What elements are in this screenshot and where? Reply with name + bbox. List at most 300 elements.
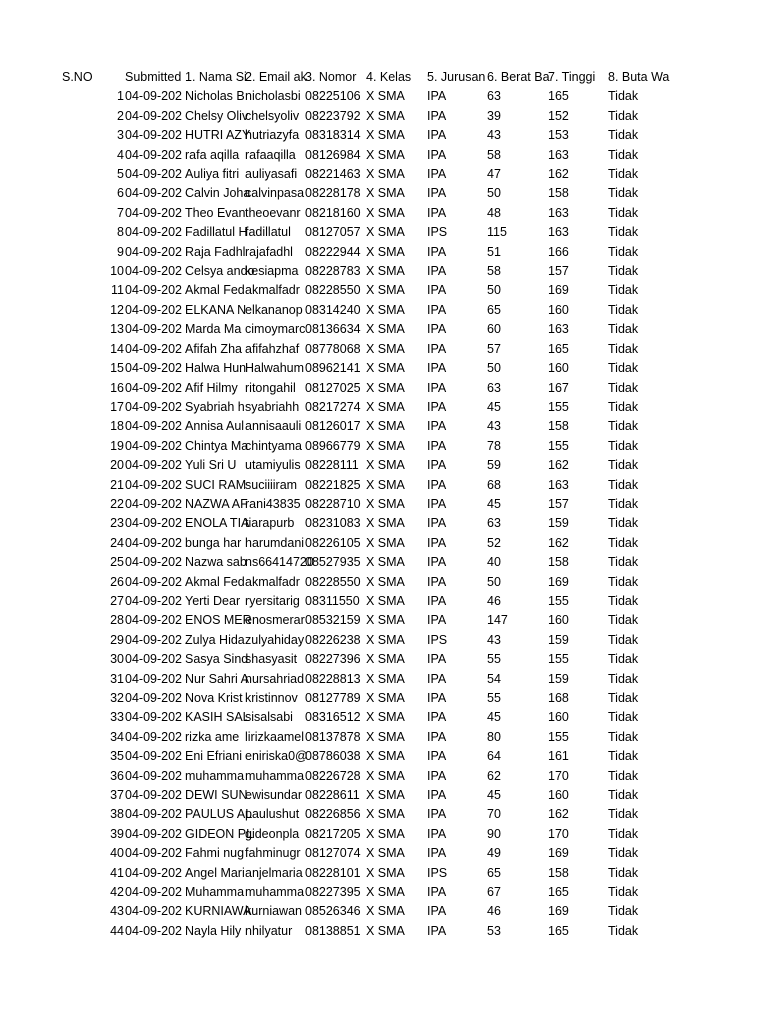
cell-buta[interactable]: Tidak: [608, 885, 639, 900]
cell-email[interactable]: ewisundar: [245, 788, 302, 803]
cell-buta[interactable]: Tidak: [608, 205, 639, 220]
cell-email[interactable]: chelsyoliv: [245, 108, 300, 123]
cell-nomor[interactable]: 08228611: [305, 788, 360, 803]
cell-jurusan[interactable]: IPA: [427, 768, 447, 783]
cell-buta[interactable]: Tidak: [608, 652, 639, 667]
cell-email[interactable]: gideonpla: [245, 826, 300, 841]
cell-berat[interactable]: 58: [487, 264, 501, 279]
cell-nama[interactable]: muhamma: [185, 768, 245, 783]
cell-jurusan[interactable]: IPA: [427, 458, 447, 473]
cell-email[interactable]: akmalfadr: [245, 283, 300, 298]
cell-nomor[interactable]: 08228550: [305, 574, 361, 589]
cell-submitted[interactable]: 04-09-202: [125, 322, 182, 337]
cell-nama[interactable]: Chintya Ma: [185, 438, 249, 453]
header-berat[interactable]: 6. Berat Ba: [487, 70, 550, 84]
cell-nama[interactable]: SUCI RAM: [185, 477, 247, 492]
cell-submitted[interactable]: 04-09-202: [125, 128, 182, 143]
cell-nomor[interactable]: 08126017: [305, 419, 361, 434]
cell-nama[interactable]: bunga har: [185, 535, 242, 550]
cell-berat[interactable]: 45: [487, 788, 501, 803]
cell-kelas[interactable]: X SMA: [366, 671, 405, 686]
cell-sno[interactable]: 18: [110, 419, 124, 434]
cell-sno[interactable]: 12: [110, 302, 124, 317]
cell-email[interactable]: rafaaqilla: [245, 147, 296, 162]
cell-nomor[interactable]: 08223792: [305, 108, 361, 123]
cell-sno[interactable]: 14: [110, 341, 124, 356]
cell-jurusan[interactable]: IPA: [427, 380, 447, 395]
cell-submitted[interactable]: 04-09-202: [125, 341, 182, 356]
cell-tinggi[interactable]: 157: [548, 496, 569, 511]
cell-sno[interactable]: 20: [110, 458, 124, 473]
cell-kelas[interactable]: X SMA: [366, 302, 405, 317]
cell-tinggi[interactable]: 161: [548, 749, 569, 764]
cell-tinggi[interactable]: 169: [548, 904, 569, 919]
cell-jurusan[interactable]: IPA: [427, 438, 447, 453]
cell-submitted[interactable]: 04-09-202: [125, 574, 182, 589]
cell-nama[interactable]: Muhamma: [185, 885, 245, 900]
cell-tinggi[interactable]: 162: [548, 535, 569, 550]
cell-nama[interactable]: Calvin Joha: [185, 186, 251, 201]
cell-submitted[interactable]: 04-09-202: [125, 108, 182, 123]
cell-kelas[interactable]: X SMA: [366, 555, 405, 570]
cell-tinggi[interactable]: 159: [548, 516, 569, 531]
cell-email[interactable]: calvinpasa: [245, 186, 305, 201]
cell-email[interactable]: shasyasit: [245, 652, 298, 667]
cell-tinggi[interactable]: 168: [548, 691, 569, 705]
cell-tinggi[interactable]: 163: [548, 225, 569, 240]
cell-buta[interactable]: Tidak: [608, 419, 639, 434]
cell-nama[interactable]: Afif Hilmy: [185, 380, 238, 395]
cell-nama[interactable]: Nicholas B: [185, 89, 245, 104]
cell-nama[interactable]: KASIH SAL: [185, 710, 250, 725]
cell-email[interactable]: muhamma: [245, 768, 305, 783]
cell-email[interactable]: afifahzhaf: [245, 341, 300, 356]
cell-tinggi[interactable]: 155: [548, 593, 569, 608]
cell-submitted[interactable]: 04-09-202: [125, 225, 182, 240]
cell-tinggi[interactable]: 152: [548, 108, 569, 123]
cell-berat[interactable]: 63: [487, 380, 501, 395]
header-email[interactable]: 2. Email ak: [245, 70, 307, 84]
cell-jurusan[interactable]: IPA: [427, 477, 447, 492]
cell-buta[interactable]: Tidak: [608, 399, 639, 414]
cell-jurusan[interactable]: IPA: [427, 302, 447, 317]
cell-kelas[interactable]: X SMA: [366, 225, 405, 240]
cell-sno[interactable]: 6: [117, 186, 124, 201]
cell-berat[interactable]: 60: [487, 322, 501, 337]
cell-nomor[interactable]: 08786038: [305, 749, 361, 764]
cell-jurusan[interactable]: IPA: [427, 167, 447, 182]
cell-kelas[interactable]: X SMA: [366, 885, 405, 900]
cell-nama[interactable]: Nova Krist: [185, 691, 243, 705]
cell-submitted[interactable]: 04-09-202: [125, 632, 182, 647]
cell-berat[interactable]: 43: [487, 632, 501, 647]
cell-buta[interactable]: Tidak: [608, 807, 639, 822]
cell-tinggi[interactable]: 167: [548, 380, 569, 395]
cell-nomor[interactable]: 08231083: [305, 516, 361, 531]
cell-email[interactable]: sisalsabi: [245, 710, 293, 725]
cell-kelas[interactable]: X SMA: [366, 244, 405, 259]
cell-sno[interactable]: 43: [110, 904, 124, 919]
cell-jurusan[interactable]: IPA: [427, 205, 447, 220]
cell-jurusan[interactable]: IPS: [427, 632, 448, 647]
cell-nomor[interactable]: 08138851: [305, 923, 361, 938]
cell-tinggi[interactable]: 162: [548, 458, 569, 473]
cell-submitted[interactable]: 04-09-202: [125, 788, 182, 803]
cell-kelas[interactable]: X SMA: [366, 341, 405, 356]
cell-nama[interactable]: Fahmi nug: [185, 846, 245, 861]
cell-email[interactable]: nhilyatur: [245, 923, 293, 938]
cell-kelas[interactable]: X SMA: [366, 380, 405, 395]
cell-tinggi[interactable]: 158: [548, 555, 569, 570]
cell-jurusan[interactable]: IPS: [427, 225, 448, 240]
cell-submitted[interactable]: 04-09-202: [125, 768, 182, 783]
cell-nama[interactable]: Chelsy Oliv: [185, 108, 249, 123]
cell-nomor[interactable]: 08217274: [305, 399, 361, 414]
cell-buta[interactable]: Tidak: [608, 749, 639, 764]
cell-buta[interactable]: Tidak: [608, 574, 639, 589]
cell-sno[interactable]: 11: [111, 283, 124, 298]
cell-submitted[interactable]: 04-09-202: [125, 691, 182, 705]
cell-kelas[interactable]: X SMA: [366, 419, 405, 434]
cell-berat[interactable]: 65: [487, 865, 501, 880]
cell-jurusan[interactable]: IPA: [427, 496, 447, 511]
cell-submitted[interactable]: 04-09-202: [125, 205, 182, 220]
cell-jurusan[interactable]: IPA: [427, 749, 447, 764]
cell-sno[interactable]: 34: [110, 729, 124, 744]
cell-sno[interactable]: 22: [110, 496, 124, 511]
cell-berat[interactable]: 48: [487, 205, 501, 220]
cell-nomor[interactable]: 08226728: [305, 768, 361, 783]
cell-nomor[interactable]: 08218160: [305, 205, 361, 220]
cell-nomor[interactable]: 08966779: [305, 438, 361, 453]
cell-buta[interactable]: Tidak: [608, 380, 639, 395]
cell-tinggi[interactable]: 155: [548, 399, 569, 414]
cell-berat[interactable]: 115: [487, 225, 507, 240]
cell-nama[interactable]: DEWI SUN: [185, 788, 248, 803]
cell-nama[interactable]: Nur Sahri A: [185, 671, 249, 686]
cell-nomor[interactable]: 08222944: [305, 244, 361, 259]
cell-sno[interactable]: 28: [110, 613, 124, 628]
cell-kelas[interactable]: X SMA: [366, 322, 405, 337]
cell-kelas[interactable]: X SMA: [366, 729, 405, 744]
cell-sno[interactable]: 36: [110, 768, 124, 783]
cell-kelas[interactable]: X SMA: [366, 535, 405, 550]
cell-tinggi[interactable]: 165: [548, 885, 569, 900]
cell-berat[interactable]: 45: [487, 710, 501, 725]
cell-nama[interactable]: Fadillatul H: [185, 225, 248, 240]
cell-buta[interactable]: Tidak: [608, 225, 639, 240]
cell-sno[interactable]: 21: [110, 477, 124, 492]
cell-berat[interactable]: 68: [487, 477, 501, 492]
cell-tinggi[interactable]: 162: [548, 807, 569, 822]
cell-sno[interactable]: 17: [110, 399, 124, 414]
cell-buta[interactable]: Tidak: [608, 535, 639, 550]
cell-nomor[interactable]: 08527935: [305, 555, 361, 570]
cell-jurusan[interactable]: IPA: [427, 904, 447, 919]
cell-jurusan[interactable]: IPA: [427, 108, 447, 123]
cell-berat[interactable]: 90: [487, 826, 501, 841]
cell-nomor[interactable]: 08228550: [305, 283, 361, 298]
cell-nomor[interactable]: 08226856: [305, 807, 361, 822]
cell-berat[interactable]: 39: [487, 108, 501, 123]
cell-berat[interactable]: 50: [487, 361, 501, 376]
cell-submitted[interactable]: 04-09-202: [125, 477, 182, 492]
cell-sno[interactable]: 27: [110, 593, 124, 608]
cell-buta[interactable]: Tidak: [608, 671, 639, 686]
cell-nama[interactable]: Celsya ando: [185, 264, 255, 279]
cell-sno[interactable]: 19: [110, 438, 124, 453]
cell-email[interactable]: lirizkaamel: [245, 729, 305, 744]
cell-nama[interactable]: Zulya Hida: [185, 632, 245, 647]
cell-email[interactable]: elkananop: [245, 302, 303, 317]
cell-jurusan[interactable]: IPS: [427, 865, 448, 880]
cell-nomor[interactable]: 08225106: [305, 89, 361, 104]
cell-submitted[interactable]: 04-09-202: [125, 361, 182, 376]
cell-submitted[interactable]: 04-09-202: [125, 593, 182, 608]
cell-buta[interactable]: Tidak: [608, 768, 639, 783]
cell-buta[interactable]: Tidak: [608, 846, 639, 861]
cell-tinggi[interactable]: 163: [548, 205, 569, 220]
cell-sno[interactable]: 13: [110, 322, 124, 337]
cell-sno[interactable]: 25: [110, 555, 124, 570]
cell-sno[interactable]: 10: [110, 264, 124, 279]
cell-sno[interactable]: 44: [110, 923, 124, 938]
cell-tinggi[interactable]: 163: [548, 147, 569, 162]
cell-submitted[interactable]: 04-09-202: [125, 826, 182, 841]
cell-sno[interactable]: 4: [117, 147, 124, 162]
cell-berat[interactable]: 46: [487, 593, 501, 608]
cell-submitted[interactable]: 04-09-202: [125, 147, 182, 162]
cell-submitted[interactable]: 04-09-202: [125, 535, 182, 550]
cell-tinggi[interactable]: 159: [548, 632, 569, 647]
cell-sno[interactable]: 15: [110, 361, 124, 376]
cell-submitted[interactable]: 04-09-202: [125, 613, 182, 628]
cell-kelas[interactable]: X SMA: [366, 788, 405, 803]
cell-jurusan[interactable]: IPA: [427, 923, 447, 938]
cell-nama[interactable]: Theo Evan: [185, 205, 246, 220]
cell-nomor[interactable]: 08217205: [305, 826, 361, 841]
cell-jurusan[interactable]: IPA: [427, 671, 447, 686]
header-buta[interactable]: 8. Buta Wa: [608, 70, 670, 84]
cell-buta[interactable]: Tidak: [608, 904, 639, 919]
cell-nama[interactable]: HUTRI AZY: [185, 128, 251, 143]
cell-submitted[interactable]: 04-09-202: [125, 302, 182, 317]
cell-jurusan[interactable]: IPA: [427, 361, 447, 376]
cell-jurusan[interactable]: IPA: [427, 593, 447, 608]
cell-berat[interactable]: 50: [487, 186, 501, 201]
cell-email[interactable]: ritongahil: [245, 380, 296, 395]
cell-buta[interactable]: Tidak: [608, 167, 639, 182]
cell-tinggi[interactable]: 170: [548, 826, 569, 841]
cell-kelas[interactable]: X SMA: [366, 768, 405, 783]
cell-buta[interactable]: Tidak: [608, 341, 639, 356]
cell-submitted[interactable]: 04-09-202: [125, 380, 182, 395]
header-jurusan[interactable]: 5. Jurusan: [427, 70, 486, 84]
cell-buta[interactable]: Tidak: [608, 283, 639, 298]
cell-tinggi[interactable]: 158: [548, 186, 569, 201]
cell-email[interactable]: hutriazyfa: [245, 128, 300, 143]
cell-berat[interactable]: 80: [487, 729, 501, 744]
cell-buta[interactable]: Tidak: [608, 593, 639, 608]
cell-buta[interactable]: Tidak: [608, 458, 639, 473]
cell-buta[interactable]: Tidak: [608, 710, 639, 725]
cell-email[interactable]: zulyahiday: [245, 632, 305, 647]
cell-tinggi[interactable]: 160: [548, 710, 569, 725]
cell-nama[interactable]: Marda Ma: [185, 322, 242, 337]
cell-submitted[interactable]: 04-09-202: [125, 516, 182, 531]
cell-nomor[interactable]: 08126984: [305, 147, 361, 162]
cell-submitted[interactable]: 04-09-202: [125, 419, 182, 434]
cell-buta[interactable]: Tidak: [608, 555, 639, 570]
cell-submitted[interactable]: 04-09-202: [125, 904, 182, 919]
cell-submitted[interactable]: 04-09-202: [125, 846, 182, 861]
cell-kelas[interactable]: X SMA: [366, 89, 405, 104]
cell-nomor[interactable]: 08962141: [305, 361, 361, 376]
cell-nama[interactable]: ENOS MER: [185, 613, 252, 628]
cell-nama[interactable]: NAZWA AF: [185, 496, 248, 511]
cell-email[interactable]: tiarapurb: [245, 516, 295, 531]
cell-jurusan[interactable]: IPA: [427, 574, 447, 589]
cell-nomor[interactable]: 08227396: [305, 652, 361, 667]
cell-nomor[interactable]: 08318314: [305, 128, 361, 143]
cell-berat[interactable]: 49: [487, 846, 501, 861]
cell-jurusan[interactable]: IPA: [427, 652, 447, 667]
cell-kelas[interactable]: X SMA: [366, 710, 405, 725]
cell-nomor[interactable]: 08228178: [305, 186, 361, 201]
cell-submitted[interactable]: 04-09-202: [125, 807, 182, 822]
cell-sno[interactable]: 33: [110, 710, 124, 725]
cell-kelas[interactable]: X SMA: [366, 128, 405, 143]
cell-submitted[interactable]: 04-09-202: [125, 167, 182, 182]
cell-tinggi[interactable]: 155: [548, 652, 569, 667]
cell-nama[interactable]: Yuli Sri U: [185, 458, 237, 473]
cell-email[interactable]: fahminugr: [245, 846, 301, 861]
cell-submitted[interactable]: 04-09-202: [125, 923, 182, 938]
cell-tinggi[interactable]: 157: [548, 264, 569, 279]
cell-buta[interactable]: Tidak: [608, 89, 639, 104]
cell-berat[interactable]: 147: [487, 613, 508, 628]
cell-nomor[interactable]: 08127789: [305, 691, 361, 705]
cell-sno[interactable]: 37: [110, 788, 124, 803]
cell-submitted[interactable]: 04-09-202: [125, 885, 182, 900]
cell-jurusan[interactable]: IPA: [427, 691, 447, 705]
cell-tinggi[interactable]: 160: [548, 302, 569, 317]
header-nama[interactable]: 1. Nama Si: [185, 70, 247, 84]
cell-berat[interactable]: 46: [487, 904, 501, 919]
cell-kelas[interactable]: X SMA: [366, 496, 405, 511]
cell-jurusan[interactable]: IPA: [427, 846, 447, 861]
cell-kelas[interactable]: X SMA: [366, 399, 405, 414]
cell-tinggi[interactable]: 165: [548, 341, 569, 356]
cell-email[interactable]: rajafadhl: [245, 244, 293, 259]
cell-berat[interactable]: 78: [487, 438, 501, 453]
cell-email[interactable]: anjelmaria: [245, 865, 303, 880]
cell-nomor[interactable]: 08127074: [305, 846, 361, 861]
cell-submitted[interactable]: 04-09-202: [125, 399, 182, 414]
cell-submitted[interactable]: 04-09-202: [125, 729, 182, 744]
cell-tinggi[interactable]: 163: [548, 477, 569, 492]
cell-nama[interactable]: Halwa Hun: [185, 361, 247, 376]
cell-kelas[interactable]: X SMA: [366, 108, 405, 123]
cell-sno[interactable]: 3: [117, 128, 124, 143]
cell-berat[interactable]: 52: [487, 535, 501, 550]
cell-jurusan[interactable]: IPA: [427, 613, 447, 628]
cell-berat[interactable]: 43: [487, 419, 501, 434]
cell-tinggi[interactable]: 160: [548, 613, 569, 628]
cell-berat[interactable]: 65: [487, 302, 501, 317]
cell-jurusan[interactable]: IPA: [427, 399, 447, 414]
cell-nomor[interactable]: 08228783: [305, 264, 361, 279]
cell-kelas[interactable]: X SMA: [366, 477, 405, 492]
cell-tinggi[interactable]: 166: [548, 244, 569, 259]
cell-jurusan[interactable]: IPA: [427, 322, 447, 337]
cell-email[interactable]: rani43835: [245, 496, 301, 511]
cell-buta[interactable]: Tidak: [608, 729, 639, 744]
cell-submitted[interactable]: 04-09-202: [125, 264, 182, 279]
cell-nomor[interactable]: 08228813: [305, 671, 361, 686]
cell-email[interactable]: kesiapma: [245, 264, 299, 279]
cell-email[interactable]: kurniawan: [245, 904, 302, 919]
cell-berat[interactable]: 43: [487, 128, 501, 143]
header-sno[interactable]: S.NO: [62, 70, 93, 84]
cell-nomor[interactable]: 08221825: [305, 477, 361, 492]
cell-buta[interactable]: Tidak: [608, 826, 639, 841]
cell-kelas[interactable]: X SMA: [366, 574, 405, 589]
cell-jurusan[interactable]: IPA: [427, 147, 447, 162]
cell-email[interactable]: fadillatul: [245, 225, 291, 240]
cell-tinggi[interactable]: 155: [548, 729, 569, 744]
cell-buta[interactable]: Tidak: [608, 865, 639, 880]
cell-jurusan[interactable]: IPA: [427, 419, 447, 434]
cell-nama[interactable]: Annisa Aul: [185, 419, 245, 434]
cell-email[interactable]: ryersitarig: [245, 593, 300, 608]
cell-submitted[interactable]: 04-09-202: [125, 555, 182, 570]
cell-jurusan[interactable]: IPA: [427, 788, 447, 803]
cell-nomor[interactable]: 08316512: [305, 710, 361, 725]
cell-nama[interactable]: Syabriah h: [185, 399, 245, 414]
cell-nama[interactable]: Auliya fitri: [185, 167, 240, 182]
cell-berat[interactable]: 62: [487, 768, 501, 783]
cell-kelas[interactable]: X SMA: [366, 865, 405, 880]
cell-email[interactable]: annisaauli: [245, 419, 302, 434]
cell-email[interactable]: Halwahum: [245, 361, 305, 376]
cell-email[interactable]: cimoymarc: [245, 322, 306, 337]
cell-kelas[interactable]: X SMA: [366, 186, 405, 201]
cell-kelas[interactable]: X SMA: [366, 846, 405, 861]
cell-nama[interactable]: Sasya Sind: [185, 652, 249, 667]
cell-jurusan[interactable]: IPA: [427, 128, 447, 143]
cell-nomor[interactable]: 08314240: [305, 302, 361, 317]
cell-submitted[interactable]: 04-09-202: [125, 283, 182, 298]
cell-berat[interactable]: 70: [487, 807, 501, 822]
cell-submitted[interactable]: 04-09-202: [125, 186, 182, 201]
cell-nama[interactable]: Angel Mari: [185, 865, 245, 880]
cell-submitted[interactable]: 04-09-202: [125, 496, 182, 511]
cell-nama[interactable]: Afifah Zha: [185, 341, 242, 356]
cell-submitted[interactable]: 04-09-202: [125, 749, 182, 764]
cell-tinggi[interactable]: 159: [548, 671, 569, 686]
cell-tinggi[interactable]: 169: [548, 283, 569, 298]
cell-nomor[interactable]: 08526346: [305, 904, 361, 919]
cell-email[interactable]: theoevanr: [245, 205, 301, 220]
cell-nomor[interactable]: 08228710: [305, 496, 361, 511]
cell-nomor[interactable]: 08127057: [305, 225, 361, 240]
cell-sno[interactable]: 2: [117, 108, 124, 123]
cell-email[interactable]: suciiiiram: [245, 477, 298, 492]
cell-submitted[interactable]: 04-09-202: [125, 710, 182, 725]
cell-email[interactable]: ns66414720: [245, 555, 314, 570]
cell-berat[interactable]: 57: [487, 341, 501, 356]
